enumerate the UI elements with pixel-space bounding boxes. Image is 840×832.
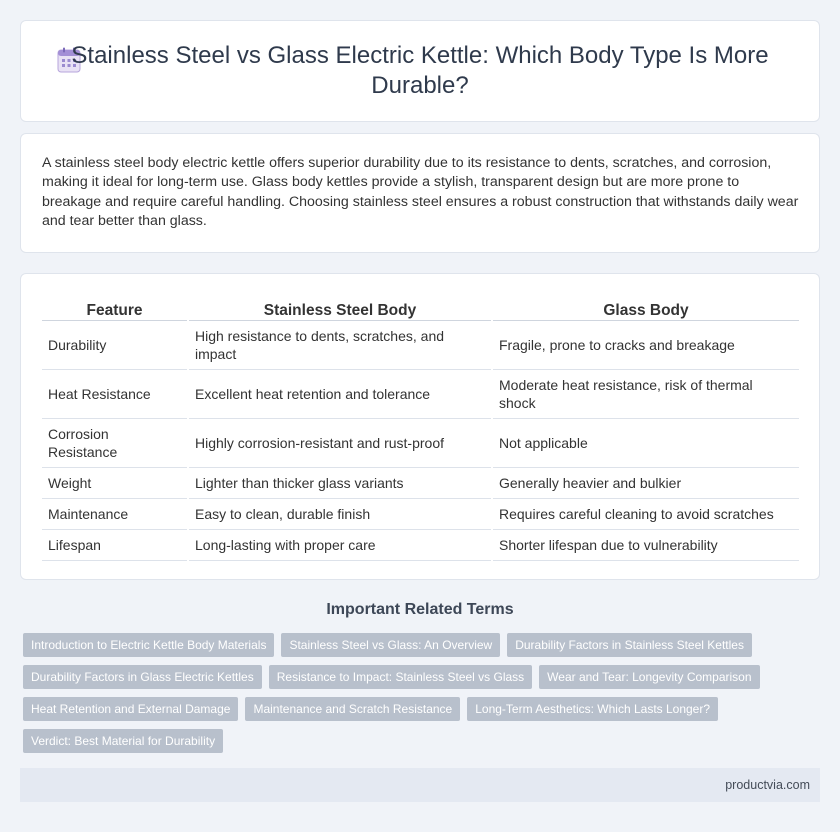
related-term-tag[interactable]: Stainless Steel vs Glass: An Overview bbox=[281, 633, 500, 657]
feature-cell: Lifespan bbox=[42, 529, 188, 560]
glass-cell: Moderate heat resistance, risk of thermal shock bbox=[492, 369, 799, 418]
footer-site-link[interactable]: productvia.com bbox=[725, 778, 810, 792]
glass-cell: Shorter lifespan due to vulnerability bbox=[492, 529, 799, 560]
related-terms-list bbox=[23, 633, 823, 761]
glass-cell: Generally heavier and bulkier bbox=[492, 467, 799, 498]
tag-row bbox=[23, 729, 823, 753]
related-term-tag[interactable]: Heat Retention and External Damage bbox=[23, 697, 238, 721]
table-row bbox=[42, 467, 799, 498]
tag-row bbox=[23, 633, 823, 657]
stainless-cell: Lighter than thicker glass variants bbox=[188, 467, 492, 498]
feature-cell: Durability bbox=[42, 320, 188, 369]
tag-row bbox=[23, 697, 823, 721]
stainless-cell: Easy to clean, durable finish bbox=[188, 498, 492, 529]
feature-cell: Maintenance bbox=[42, 498, 188, 529]
header-feature: Feature bbox=[42, 294, 188, 320]
table-row bbox=[42, 498, 799, 529]
table-header-row bbox=[42, 294, 799, 320]
table-row bbox=[42, 369, 799, 418]
related-term-tag[interactable]: Resistance to Impact: Stainless Steel vs Glass bbox=[269, 665, 532, 689]
stainless-cell: Highly corrosion-resistant and rust-proof bbox=[188, 418, 492, 467]
title-card bbox=[20, 20, 820, 122]
stainless-cell: Long-lasting with proper care bbox=[188, 529, 492, 560]
table-row bbox=[42, 418, 799, 467]
stainless-cell: High resistance to dents, scratches, and impact bbox=[188, 320, 492, 369]
footer bbox=[20, 768, 820, 802]
tag-row bbox=[23, 665, 823, 689]
stainless-cell: Excellent heat retention and tolerance bbox=[188, 369, 492, 418]
page-title: Stainless Steel vs Glass Electric Kettle: Which Body Type Is More Durable? bbox=[71, 42, 769, 99]
glass-cell: Requires careful cleaning to avoid scratches bbox=[492, 498, 799, 529]
related-term-tag[interactable]: Maintenance and Scratch Resistance bbox=[245, 697, 460, 721]
glass-cell: Not applicable bbox=[492, 418, 799, 467]
related-term-tag[interactable]: Durability Factors in Stainless Steel Kettles bbox=[507, 633, 752, 657]
comparison-card bbox=[20, 273, 820, 580]
glass-cell: Fragile, prone to cracks and breakage bbox=[492, 320, 799, 369]
related-term-tag[interactable]: Wear and Tear: Longevity Comparison bbox=[539, 665, 759, 689]
header-stainless: Stainless Steel Body bbox=[188, 294, 492, 320]
intro-paragraph: A stainless steel body electric kettle offers superior durability due to its resistance to dents, scratches, and corrosion, making it ideal for long-term use. Glass body kettles provide a stylish, transparent design but are more prone to breakage and require careful handling. Choosing stainless steel ensures a robust construction that withstands daily wear and tear better than glass. bbox=[42, 155, 799, 229]
feature-cell: Weight bbox=[42, 467, 188, 498]
related-term-tag[interactable]: Introduction to Electric Kettle Body Materials bbox=[23, 633, 274, 657]
comparison-table bbox=[42, 294, 799, 561]
related-term-tag[interactable]: Durability Factors in Glass Electric Kettles bbox=[23, 665, 262, 689]
related-term-tag[interactable]: Verdict: Best Material for Durability bbox=[23, 729, 223, 753]
intro-card bbox=[20, 133, 820, 253]
feature-cell: Corrosion Resistance bbox=[42, 418, 188, 467]
related-terms-heading: Important Related Terms bbox=[326, 601, 514, 618]
feature-cell: Heat Resistance bbox=[42, 369, 188, 418]
table-row bbox=[42, 529, 799, 560]
header-glass: Glass Body bbox=[492, 294, 799, 320]
related-term-tag[interactable]: Long-Term Aesthetics: Which Lasts Longer? bbox=[467, 697, 718, 721]
table-row bbox=[42, 320, 799, 369]
